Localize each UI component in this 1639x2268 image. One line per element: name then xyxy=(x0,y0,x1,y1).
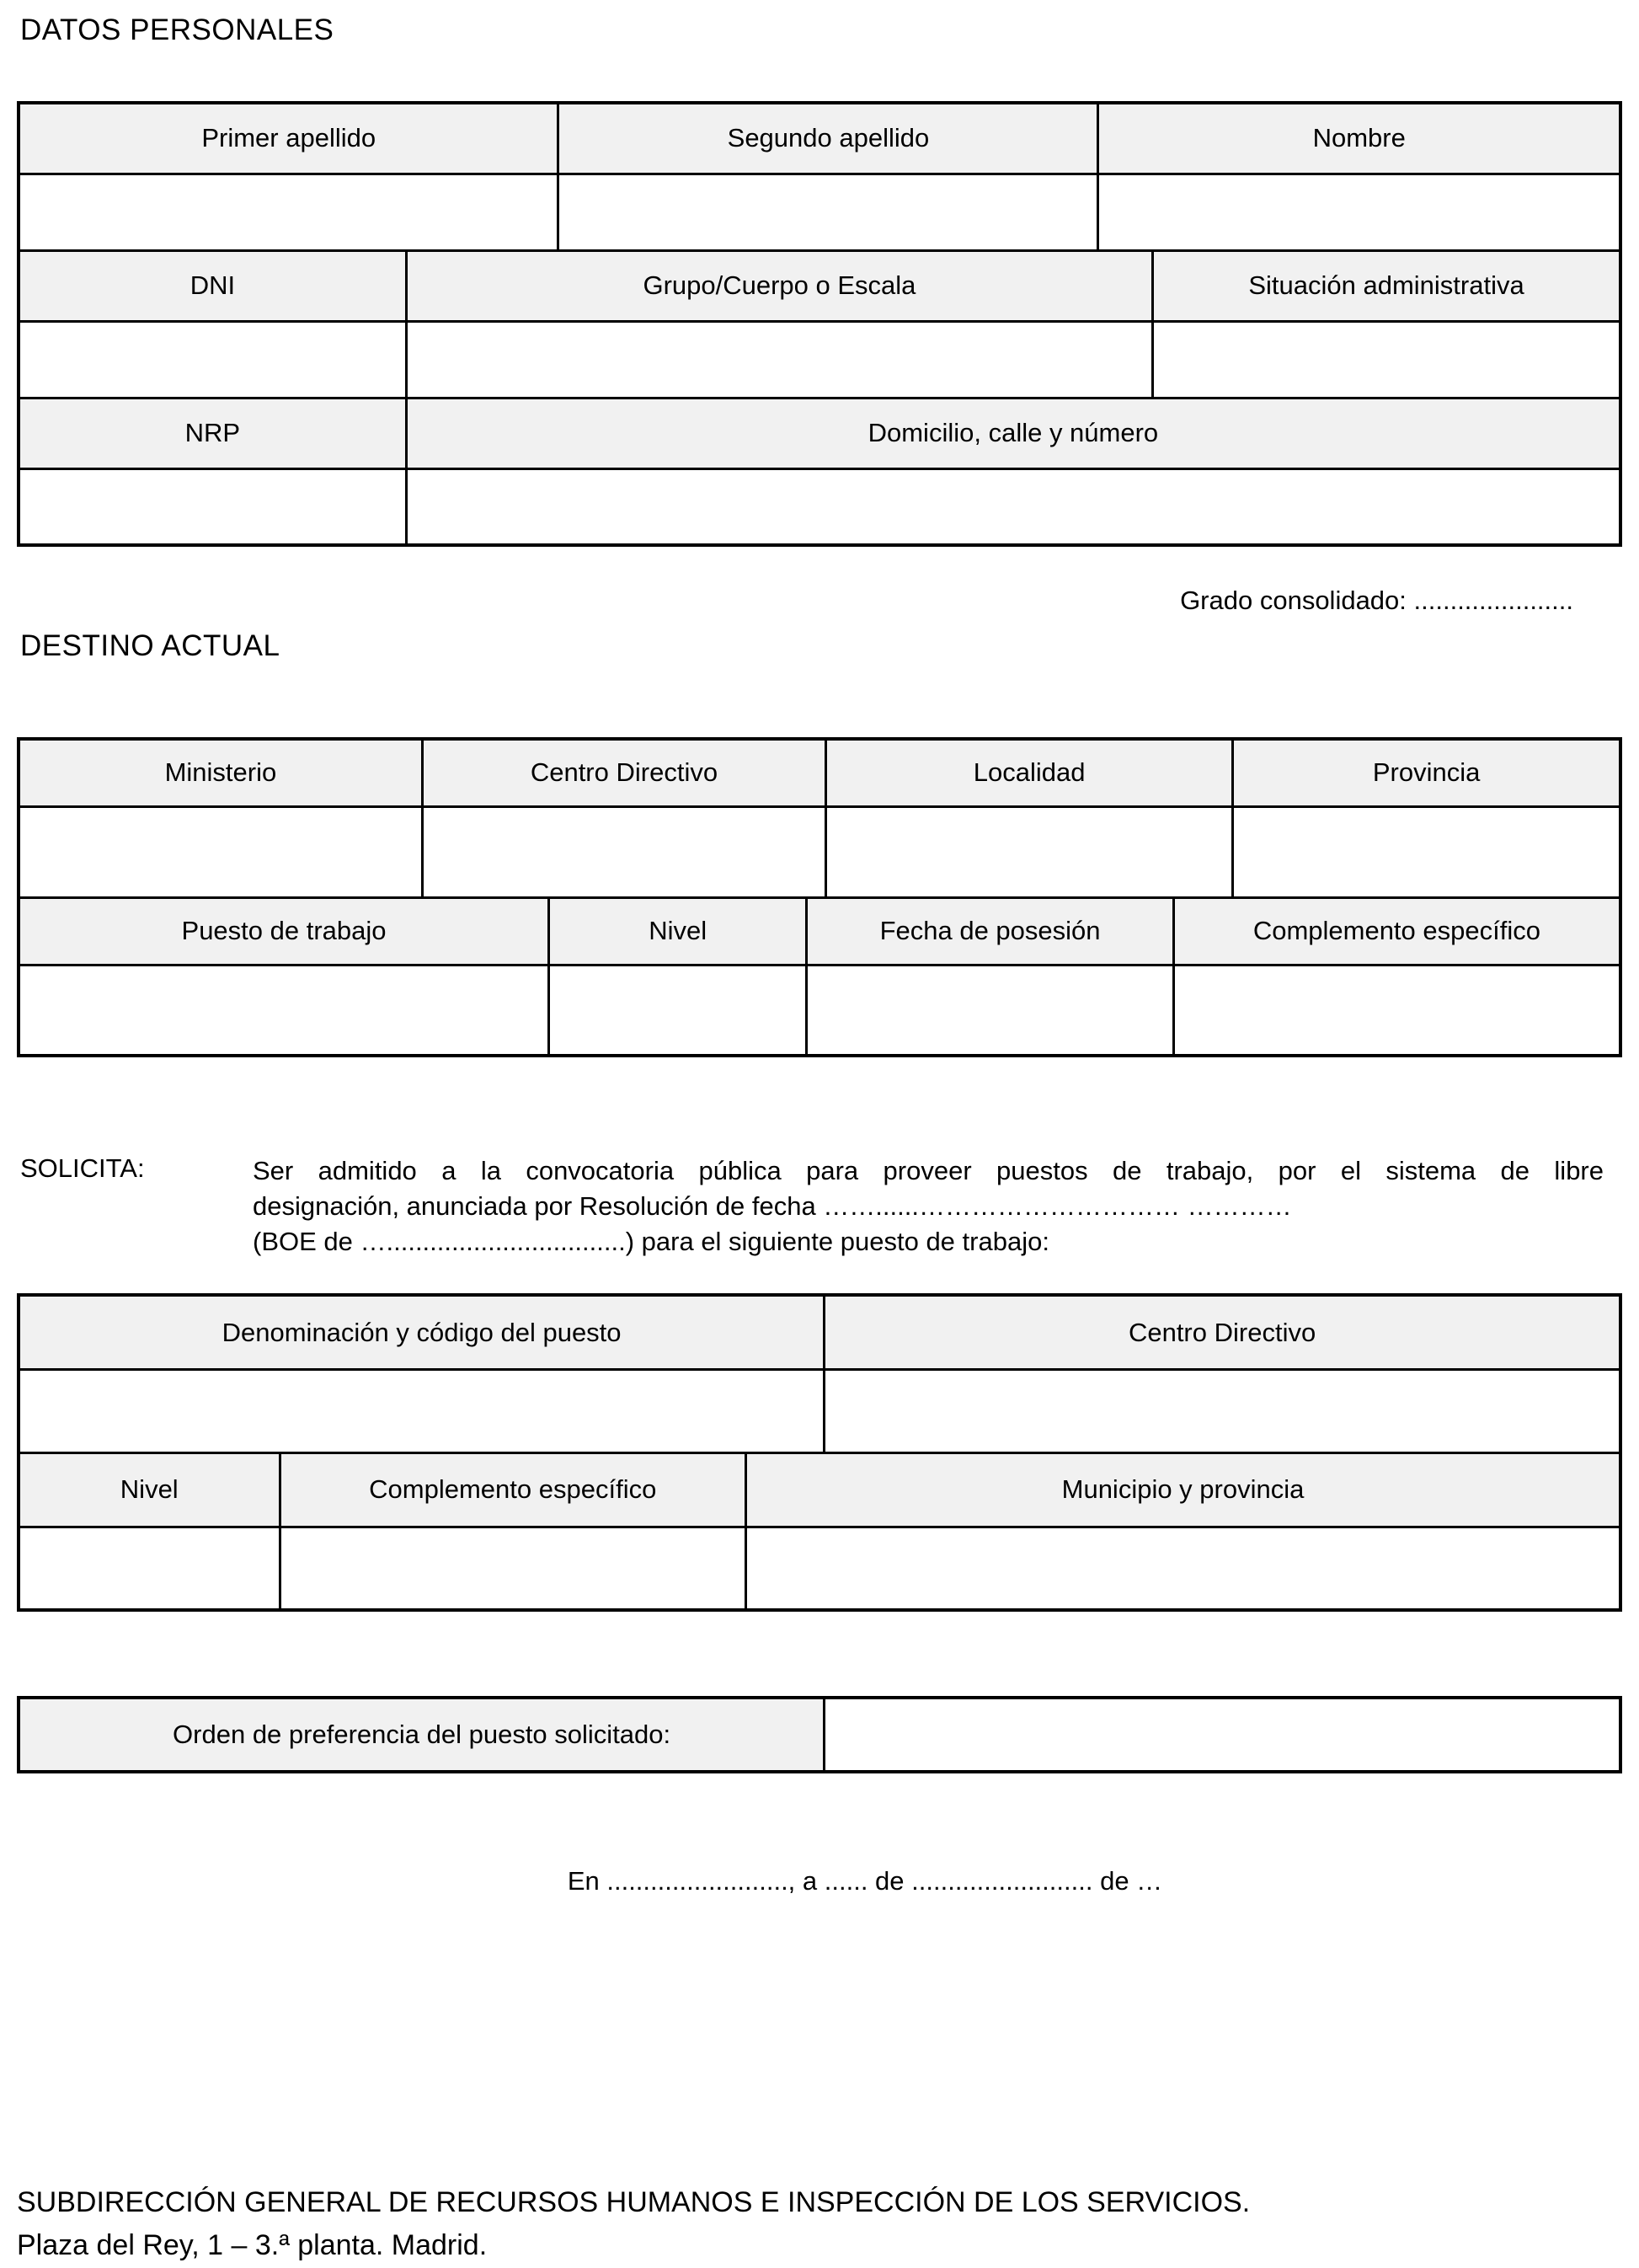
header-denominacion-codigo: Denominación y código del puesto xyxy=(19,1295,825,1369)
solicita-text-line-2: designación, anunciada por Resolución de fecha ……......………………………… ………… xyxy=(253,1191,1292,1222)
puesto-header-row-2 xyxy=(19,1452,1620,1527)
solicita-text-line-3: (BOE de ….................................) para el siguiente puesto de trabajo: xyxy=(253,1227,1049,1257)
personal-input-row-3 xyxy=(19,468,1620,545)
header-municipio-provincia: Municipio y provincia xyxy=(745,1452,1620,1527)
complemento-especifico-input[interactable] xyxy=(1173,965,1620,1056)
header-nivel: Nivel xyxy=(549,897,807,965)
provincia-input[interactable] xyxy=(1233,806,1620,897)
header-provincia: Provincia xyxy=(1233,739,1620,806)
fecha-posesion-input[interactable] xyxy=(807,965,1174,1056)
nivel-input[interactable] xyxy=(549,965,807,1056)
destino-input-row-2 xyxy=(19,965,1620,1056)
header-situacion-administrativa: Situación administrativa xyxy=(1153,250,1620,321)
nombre-input[interactable] xyxy=(1098,174,1620,250)
destino-header-row-2 xyxy=(19,897,1620,965)
personal-header-row-1 xyxy=(19,103,1620,174)
grupo-cuerpo-escala-input[interactable] xyxy=(406,321,1152,398)
header-complemento-especifico: Complemento específico xyxy=(1173,897,1620,965)
header-nivel-puesto: Nivel xyxy=(19,1452,280,1527)
puesto-header-row-1 xyxy=(19,1295,1620,1369)
personal-header-row-3 xyxy=(19,398,1620,468)
footer-address-line: Plaza del Rey, 1 – 3.ª planta. Madrid. xyxy=(17,2229,488,2262)
section-title-destino-actual: DESTINO ACTUAL xyxy=(20,629,280,662)
header-nrp: NRP xyxy=(19,398,406,468)
destino-actual-table xyxy=(17,737,1622,1057)
grado-consolidado-line: Grado consolidado: ...................... xyxy=(1180,586,1573,615)
centro-directivo-input[interactable] xyxy=(422,806,825,897)
header-centro-directivo: Centro Directivo xyxy=(422,739,825,806)
header-dni: DNI xyxy=(19,250,406,321)
ministerio-input[interactable] xyxy=(19,806,422,897)
header-ministerio: Ministerio xyxy=(19,739,422,806)
header-grupo-cuerpo-escala: Grupo/Cuerpo o Escala xyxy=(406,250,1152,321)
orden-preferencia-row xyxy=(19,1698,1620,1772)
puesto-input-row-2 xyxy=(19,1527,1620,1610)
primer-apellido-input[interactable] xyxy=(19,174,558,250)
header-centro-directivo-puesto: Centro Directivo xyxy=(825,1295,1620,1369)
orden-preferencia-table xyxy=(17,1696,1622,1773)
puesto-de-trabajo-input[interactable] xyxy=(19,965,549,1056)
header-primer-apellido: Primer apellido xyxy=(19,103,558,174)
destino-input-row-1 xyxy=(19,806,1620,897)
footer-block xyxy=(17,2181,1622,2267)
domicilio-input[interactable] xyxy=(406,468,1620,545)
header-puesto-de-trabajo: Puesto de trabajo xyxy=(19,897,549,965)
municipio-provincia-input[interactable] xyxy=(745,1527,1620,1610)
puesto-input-row-1 xyxy=(19,1369,1620,1452)
nrp-input[interactable] xyxy=(19,468,406,545)
header-fecha-posesion: Fecha de posesión xyxy=(807,897,1174,965)
orden-preferencia-input[interactable] xyxy=(825,1698,1620,1772)
personal-input-row-2 xyxy=(19,321,1620,398)
segundo-apellido-input[interactable] xyxy=(558,174,1098,250)
solicita-label: SOLICITA: xyxy=(20,1153,145,1183)
personal-input-row-1 xyxy=(19,174,1620,250)
date-place-line: En ........................., a ...... de ......................... de … xyxy=(567,1866,1163,1896)
dni-input[interactable] xyxy=(19,321,406,398)
situacion-administrativa-input[interactable] xyxy=(1153,321,1620,398)
puesto-solicitado-table xyxy=(17,1293,1622,1612)
nivel-puesto-input[interactable] xyxy=(19,1527,280,1610)
section-title-datos-personales: DATOS PERSONALES xyxy=(20,13,334,46)
denominacion-codigo-input[interactable] xyxy=(19,1369,825,1452)
centro-directivo-puesto-input[interactable] xyxy=(825,1369,1620,1452)
header-nombre: Nombre xyxy=(1098,103,1620,174)
personal-data-table xyxy=(17,101,1622,547)
header-localidad: Localidad xyxy=(826,739,1233,806)
footer-subdireccion-line: SUBDIRECCIÓN GENERAL DE RECURSOS HUMANOS E INSPECCIÓN DE LOS SERVICIOS. xyxy=(17,2186,1251,2219)
solicita-block xyxy=(17,1153,1622,1260)
complemento-especifico-puesto-input[interactable] xyxy=(280,1527,745,1610)
solicita-text xyxy=(253,1153,1622,1260)
localidad-input[interactable] xyxy=(826,806,1233,897)
orden-preferencia-label: Orden de preferencia del puesto solicitado: xyxy=(19,1698,825,1772)
personal-header-row-2 xyxy=(19,250,1620,321)
header-domicilio: Domicilio, calle y número xyxy=(406,398,1620,468)
solicita-text-line-1: Ser admitido a la convocatoria pública para proveer puestos de trabajo, por el sistema de libre xyxy=(253,1156,1604,1185)
header-segundo-apellido: Segundo apellido xyxy=(558,103,1098,174)
header-complemento-especifico-puesto: Complemento específico xyxy=(280,1452,745,1527)
destino-header-row-1 xyxy=(19,739,1620,806)
